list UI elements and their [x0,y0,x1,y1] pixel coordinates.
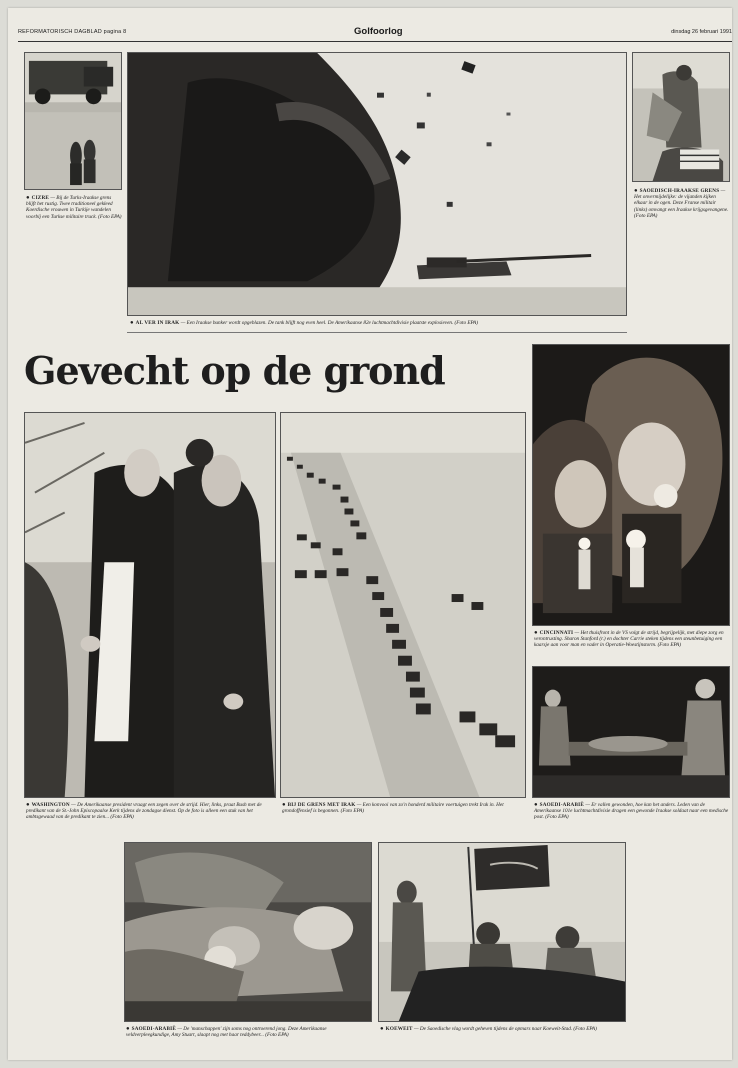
photo-convoy [280,412,526,798]
caption-place: AL VER IN IRAK [135,320,180,326]
caption-text: — Een Iraakse bunker wordt opgeblazen. De tank blijft nog even heel. De Amerikaanse 82e luchtmachtdivisie plaatste explosieven. (Foto EPA) [179,320,478,326]
caption-place: KOEWEIT [385,1026,413,1032]
bullet-icon: ● [534,630,538,636]
caption-place: CINCINNATI [539,630,574,636]
masthead [18,26,732,42]
caption-text: — Er vallen gewonden, hoe kan het anders. Leden van de Amerikaanse 101e luchtmachtdivisie dragen een gewonde Iraakse soldaat naar een medische post. (Foto EPA) [534,802,729,821]
caption-place: SAOEDISCH-IRAAKSE GRENS [639,188,720,194]
bullet-icon: ● [534,802,538,808]
photo-cincinnati-candles [532,344,730,626]
caption-text: — Een konvooi van zo'n honderd militaire voertuigen trekt Irak in. Het grondoffensief is begonnen. (Foto EPA) [282,802,504,815]
caption-grens [634,188,730,219]
caption-saoedi-arabie-2 [126,1026,372,1038]
bullet-icon: ● [634,188,638,194]
photo-washington-church [24,412,276,798]
caption-place: WASHINGTON [31,802,70,808]
bullet-icon: ● [126,1026,130,1032]
photo-bunker-explosion [127,52,627,316]
caption-bij-de-grens [282,802,526,814]
caption-cizre [26,195,122,220]
caption-text: — Bij de Turks-Iraakse grens blijft het rustig. Twee traditioneel gekleed Koerdische vrouwen in Turkije wandelen voorbij een Turkse militaire truck. (Foto EPA) [26,195,122,220]
bullet-icon: ● [282,802,286,808]
caption-cincinnati [534,630,730,649]
bullet-icon: ● [130,320,134,326]
caption-washington [26,802,276,821]
bullet-icon: ● [26,802,30,808]
section-divider [127,332,627,333]
bullet-icon: ● [380,1026,384,1032]
caption-place: BIJ DE GRENS MET IRAK [287,802,356,808]
caption-text: — Het thuisfront in de VS volgt de strijd, begrijpelijk, met diepe zorg en verontrusting. Sharon Stanford (r.) en dochter Carrie steken tijdens een steunbetuiging een kaarsje aan voor man en vader in Operatie-Woestijnstorm. (Foto EPA) [534,630,724,649]
caption-text: — De Amerikaanse president vraagt een zegen over de strijd. Hier, links, praat Bush met de predikant van de St.-John Episcopaalse Kerk tijdens de zondagse dienst. Op de foto is alleen een stuk van het ambtsgewaad van de predikant te zien... (Foto EPA) [26,802,262,821]
caption-text: — De 'manschappen' zijn soms nog ontroerend jong. Deze Amerikaanse veldverpleegkundige, Amy Stuart, slaapt nog met haar teddybeer... (Foto EPA) [126,1026,327,1039]
bullet-icon: ● [26,195,30,201]
masthead-section: Golfoorlog [354,26,403,37]
caption-text: — De Saoedische vlag wordt geheven tijdens de opmars naar Koeweit-Stad. (Foto EPA) [412,1026,597,1032]
caption-place: CIZRE [31,195,50,201]
photo-cizre-truck [24,52,122,190]
photo-kuwait-flag [378,842,626,1022]
caption-koeweit [380,1026,626,1032]
caption-al-ver-in-irak [130,320,630,326]
page-headline: Gevecht op de grond [24,348,445,393]
caption-saoedi-arabie-1 [534,802,730,821]
caption-text: — Het onvermijdelijke: de vijanden kijken elkaar in de ogen. Deze Franse militair (links) omvangt een Iraakse krijgsgevangene. (Foto EPA) [634,188,729,219]
caption-place: SAOEDI-ARABIË [539,802,585,808]
caption-place: SAOEDI-ARABIË [131,1026,177,1032]
photo-sleeping-nurse [124,842,372,1022]
masthead-paper-name: REFORMATORISCH DAGBLAD pagina 8 [18,29,127,35]
photo-stretcher [532,666,730,798]
masthead-date: dinsdag 26 februari 1991 [671,29,732,35]
photo-border-soldiers [632,52,730,182]
